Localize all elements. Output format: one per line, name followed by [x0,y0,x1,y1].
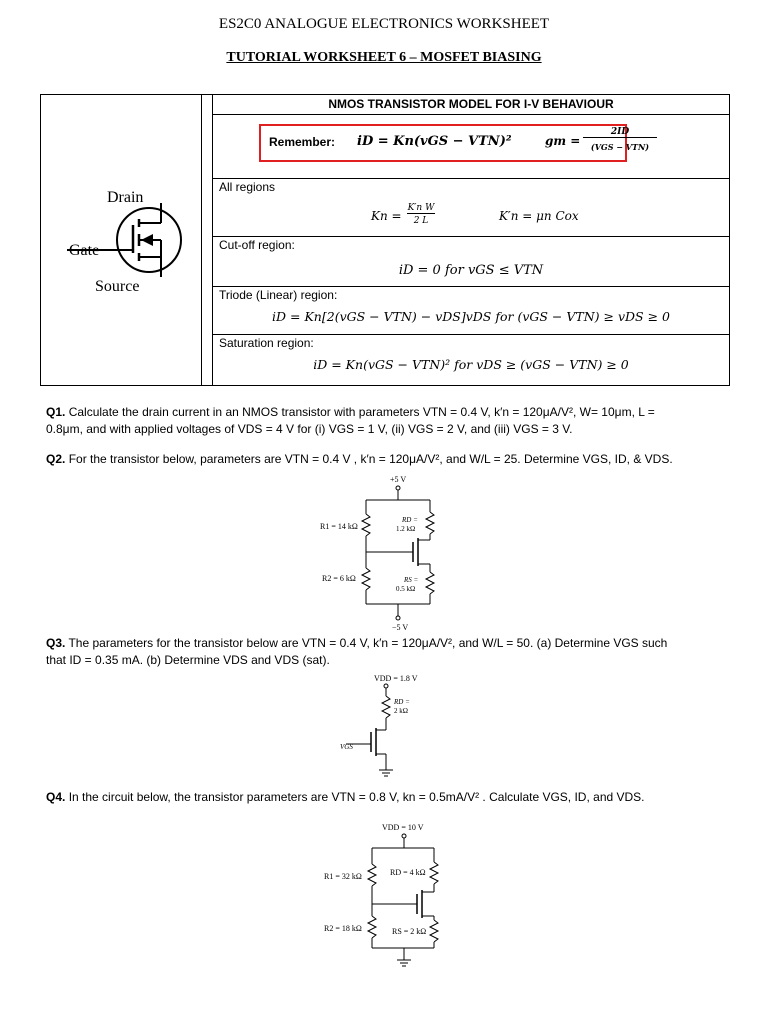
q4-vdd-label: VDD = 10 V [382,823,424,832]
q2-rs-label1: RS = [404,576,419,584]
question-4 [46,789,726,806]
course-title: ES2C0 ANALOGUE ELECTRONICS WORKSHEET [218,16,550,32]
q3-rd-label1: RD = [394,698,410,706]
drain-current-formula: iD = Kn(vGS − VTN)² [357,134,512,149]
model-table [40,94,730,386]
source-label: Source [95,278,140,295]
question-3-line1: The parameters for the transistor below are VTN = 0.4 V, k′n = 120μA/V², and W/L = 50. (a) Determine VGS such [68,636,668,650]
worksheet-title: TUTORIAL WORKSHEET 6 – MOSFET BIASING [226,50,542,65]
q4-r1-label: R1 = 32 kΩ [324,872,362,881]
gm-denominator: (VGS − VTN) [590,142,650,152]
q3-rd-label2: 2 kΩ [394,707,408,715]
q4-rd-label: RD = 4 kΩ [390,868,426,877]
gm-numerator: 2ID [583,127,657,138]
q2-rd-label2: 1.2 kΩ [396,525,416,533]
saturation-formula: iD = Kn(vGS − VTN)² for vDS ≥ (vGS − VTN) ≥ 0 [313,357,629,372]
model-heading: NMOS TRANSISTOR MODEL FOR I-V BEHAVIOUR [328,97,614,111]
q2-rd-label1: RD = [402,516,418,524]
q3-vgs-label: VGS [340,743,353,751]
question-1-number: Q1. [46,405,66,419]
all-regions-label: All regions [219,180,276,194]
saturation-label: Saturation region: [219,336,314,350]
question-3-number: Q3. [46,636,66,650]
question-3 [46,635,726,669]
q2-rs-label2: 0.5 kΩ [396,585,416,593]
remember-box [259,124,650,162]
gm-lhs: gm = [545,134,581,148]
q4-r2-label: R2 = 18 kΩ [324,924,362,933]
saturation-row [213,335,729,385]
all-regions-row [213,179,729,237]
kn-numerator: K′n W [407,203,435,213]
remember-label: Remember: [269,135,336,149]
kn-lhs: Kn = [371,209,402,223]
triode-label: Triode (Linear) region: [219,288,338,302]
q4-rs-label: RS = 2 kΩ [392,927,427,936]
question-3-line2: that ID = 0.35 mA. (b) Determine VDS and VDS (sat). [46,653,330,667]
circuit-q4 [320,820,460,974]
q3-vdd-label: VDD = 1.8 V [374,674,418,683]
triode-row [213,287,729,335]
question-4-text: In the circuit below, the transistor parameters are VTN = 0.8 V, kn = 0.5mA/V² . Calculate VGS, ID, and VDS. [68,790,645,804]
question-4-number: Q4. [46,790,66,804]
question-2-number: Q2. [46,452,66,466]
nmos-symbol-icon [41,95,201,385]
triode-formula: iD = Kn[2(vGS − VTN) − vDS]vDS for (vGS − VTN) ≥ vDS ≥ 0 [272,309,670,324]
q2-r1-label: R1 = 14 kΩ [320,522,358,531]
question-2-text: For the transistor below, parameters are VTN = 0.4 V , k′n = 120μA/V², and W/L = 25. Determine VGS, ID, & VDS. [68,452,673,466]
cutoff-formula: iD = 0 for vGS ≤ VTN [398,263,544,278]
circuit-q2 [300,472,460,632]
q2-r2-label: R2 = 6 kΩ [322,574,356,583]
q2-vneg-label: −5 V [392,623,409,632]
question-1-line2: 0.8μm, and with applied voltages of VDS = 4 V for (i) VGS = 1 V, (ii) VGS = 2 V, and (iii) VGS = 3 V. [46,422,573,436]
cutoff-row [213,237,729,287]
kn-denominator: 2 L [413,216,429,226]
question-1-line1: Calculate the drain current in an NMOS transistor with parameters VTN = 0.4 V, k′n = 120μA/V², W= 10μm, L = [68,405,655,419]
mosfet-symbol-cell [41,95,202,385]
gate-label: Gate [69,242,100,259]
cutoff-label: Cut-off region: [219,238,295,252]
question-2 [46,451,726,468]
model-heading-row [213,95,729,115]
q2-vpos-label: +5 V [390,475,407,484]
kn-prime-formula: K′n = μn Cox [499,209,579,223]
circuit-q3 [334,672,454,784]
remember-row [213,115,729,179]
drain-label: Drain [107,189,144,206]
question-1 [46,404,726,438]
